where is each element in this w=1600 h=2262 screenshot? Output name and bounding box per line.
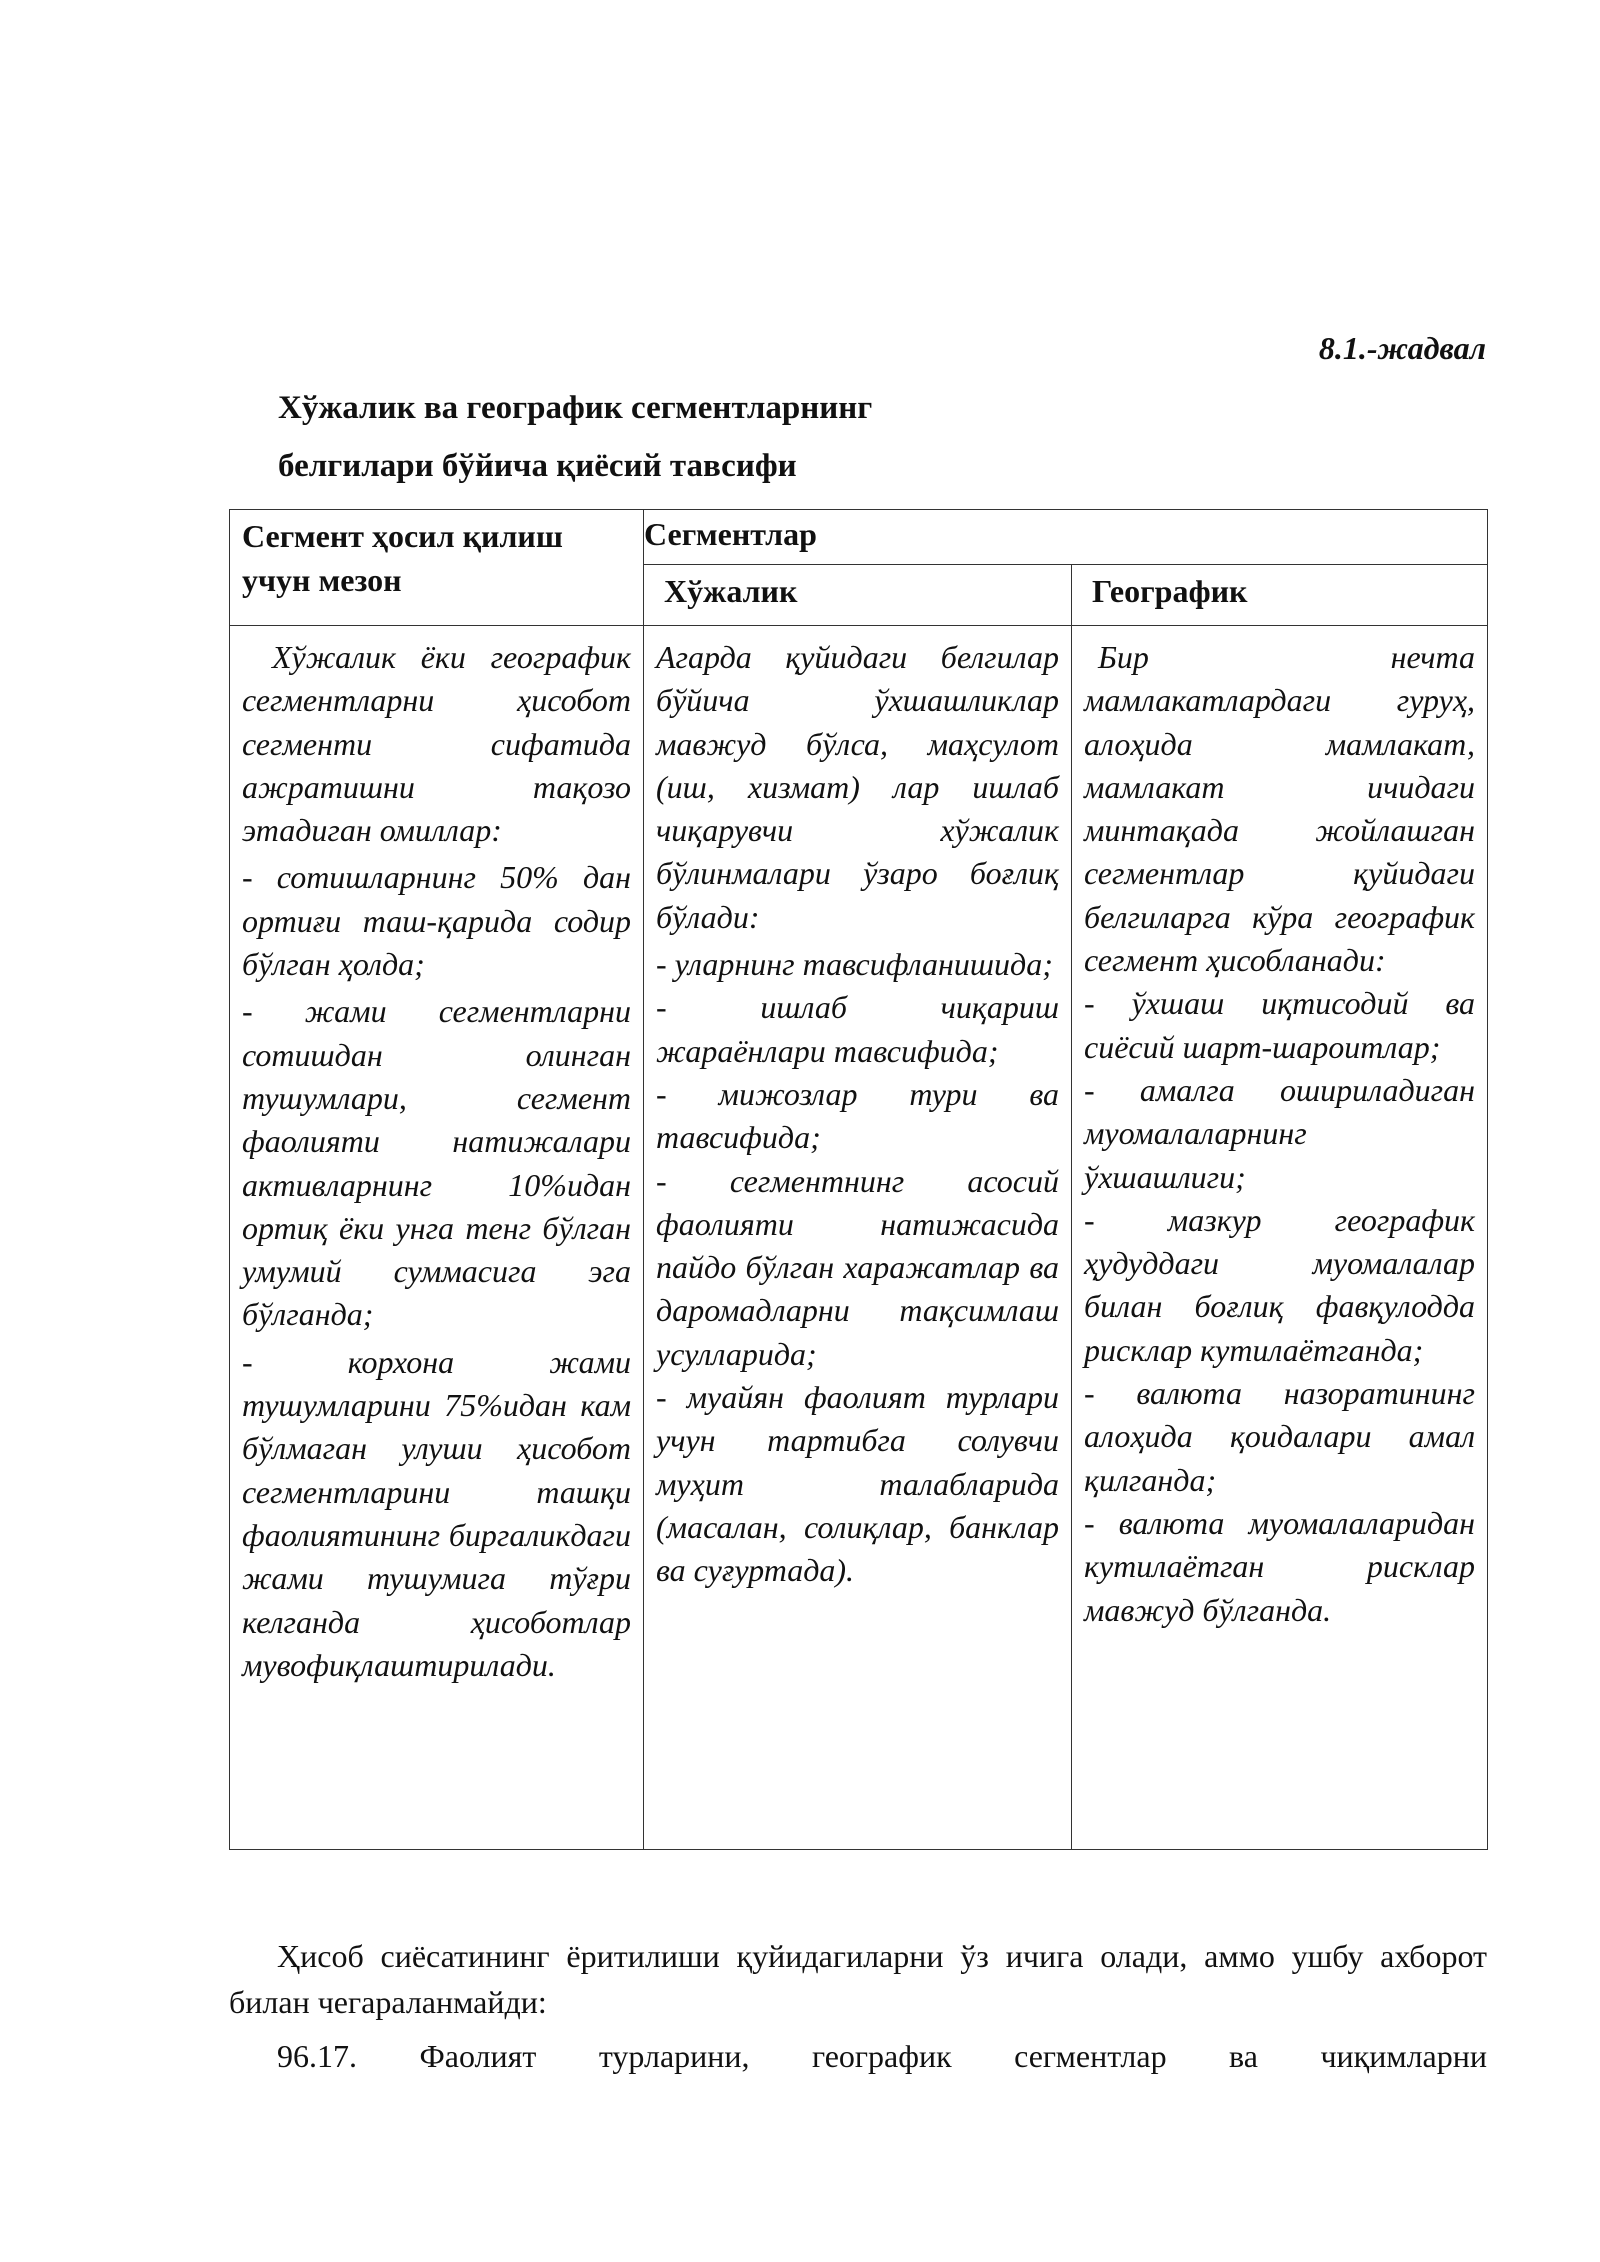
business-cell bbox=[644, 626, 1072, 1850]
geographic-item: - валюта назоратининг алоҳида қоидалари амал қилганда; bbox=[1084, 1375, 1476, 1498]
table-number: 8.1.-жадвал bbox=[1318, 330, 1486, 366]
criterion-intro: Хўжалик ёки географик сегментларни ҳисобот сегменти сифатида ажратишни тақозо этадиган омиллар: bbox=[242, 639, 631, 849]
business-item: - уларнинг тавсифланишида; bbox=[656, 946, 1053, 983]
header-criterion: Сегмент ҳосил қилиш учун мезон bbox=[230, 510, 644, 626]
comparison-table bbox=[229, 509, 1488, 1850]
geographic-intro: Бир нечта мамлакатлардаги гуруҳ, алоҳида мамлакат, мамлакат ичидаги минтақада жойлашган сегментлар қуйидаги белгиларга кўра географик сегмент ҳисобланади: bbox=[1084, 639, 1476, 979]
header-geographic: Географик bbox=[1072, 565, 1488, 626]
criterion-item: - сотишларнинг 50% дан ортиғи таш-қарида содир бўлган ҳолда; bbox=[242, 859, 631, 983]
geographic-cell bbox=[1072, 626, 1488, 1850]
geographic-item: - валюта муомалаларидан кутилаётган рисклар мавжуд бўлганда. bbox=[1084, 1504, 1476, 1628]
business-item: - мижозлар тури ва тавсифида; bbox=[656, 1075, 1059, 1156]
business-item: - ишлаб чиқариш жараёнлари тавсифида; bbox=[656, 989, 1059, 1069]
table-title-line-1: Хўжалик ва географик сегментларнинг bbox=[278, 390, 873, 426]
geographic-item: - амалга ошириладиган муомалаларнинг ўхшашлиги; bbox=[1084, 1071, 1476, 1195]
header-segments: Сегментлар bbox=[644, 510, 1488, 565]
business-intro: Агарда қуйидаги белгилар бўйича ўхшашликлар мавжуд бўлса, маҳсулот (иш, хизмат) лар ишлаб чиқарувчи хўжалик бўлинмалари ўзаро боғлиқ бўлади: bbox=[656, 639, 1059, 935]
header-business: Хўжалик bbox=[644, 565, 1072, 626]
body-paragraph: Ҳисоб сиёсатининг ёритилиши қуйидагиларни ўз ичига олади, аммо ушбу ахборот билан чегараланмайди: bbox=[229, 1938, 1487, 2020]
business-item: - муайян фаолият турлари учун тартибга солувчи муҳит талабларида (масалан, солиқлар, банклар ва суғуртада). bbox=[656, 1379, 1059, 1589]
criterion-item: - корхона жами тушумларини 75%идан кам бўлмаган улуши ҳисобот сегментларини ташқи фаолиятининг биргаликдаги жами тушумига тўғри келганда ҳисоботлар мувофиқлаштирилади. bbox=[242, 1343, 631, 1683]
criterion-item: - жами сегментларни сотишдан олинган тушумлари, сегмент фаолияти натижалари активларнинг 10%идан ортиқ ёки унга тенг бўлган умумий суммасига эга бўлганда; bbox=[242, 993, 631, 1333]
business-item: - сегментнинг асосий фаолияти натижасида пайдо бўлган харажатлар ва даромадларни тақсимлаш усулларида; bbox=[656, 1162, 1059, 1372]
table-title-line-2: белгилари бўйича қиёсий тавсифи bbox=[278, 448, 797, 484]
geographic-item: - ўхшаш иқтисодий ва сиёсий шарт-шароитлар; bbox=[1084, 985, 1476, 1065]
geographic-item: - мазкур географик ҳудуддаги муомалалар билан боғлиқ фавқулодда рисклар кутилаётганда; bbox=[1084, 1201, 1476, 1368]
body-paragraph: 96.17. Фаолият турларини, географик сегментлар ва чиқимларни bbox=[277, 2038, 1487, 2074]
criterion-cell bbox=[230, 626, 644, 1850]
